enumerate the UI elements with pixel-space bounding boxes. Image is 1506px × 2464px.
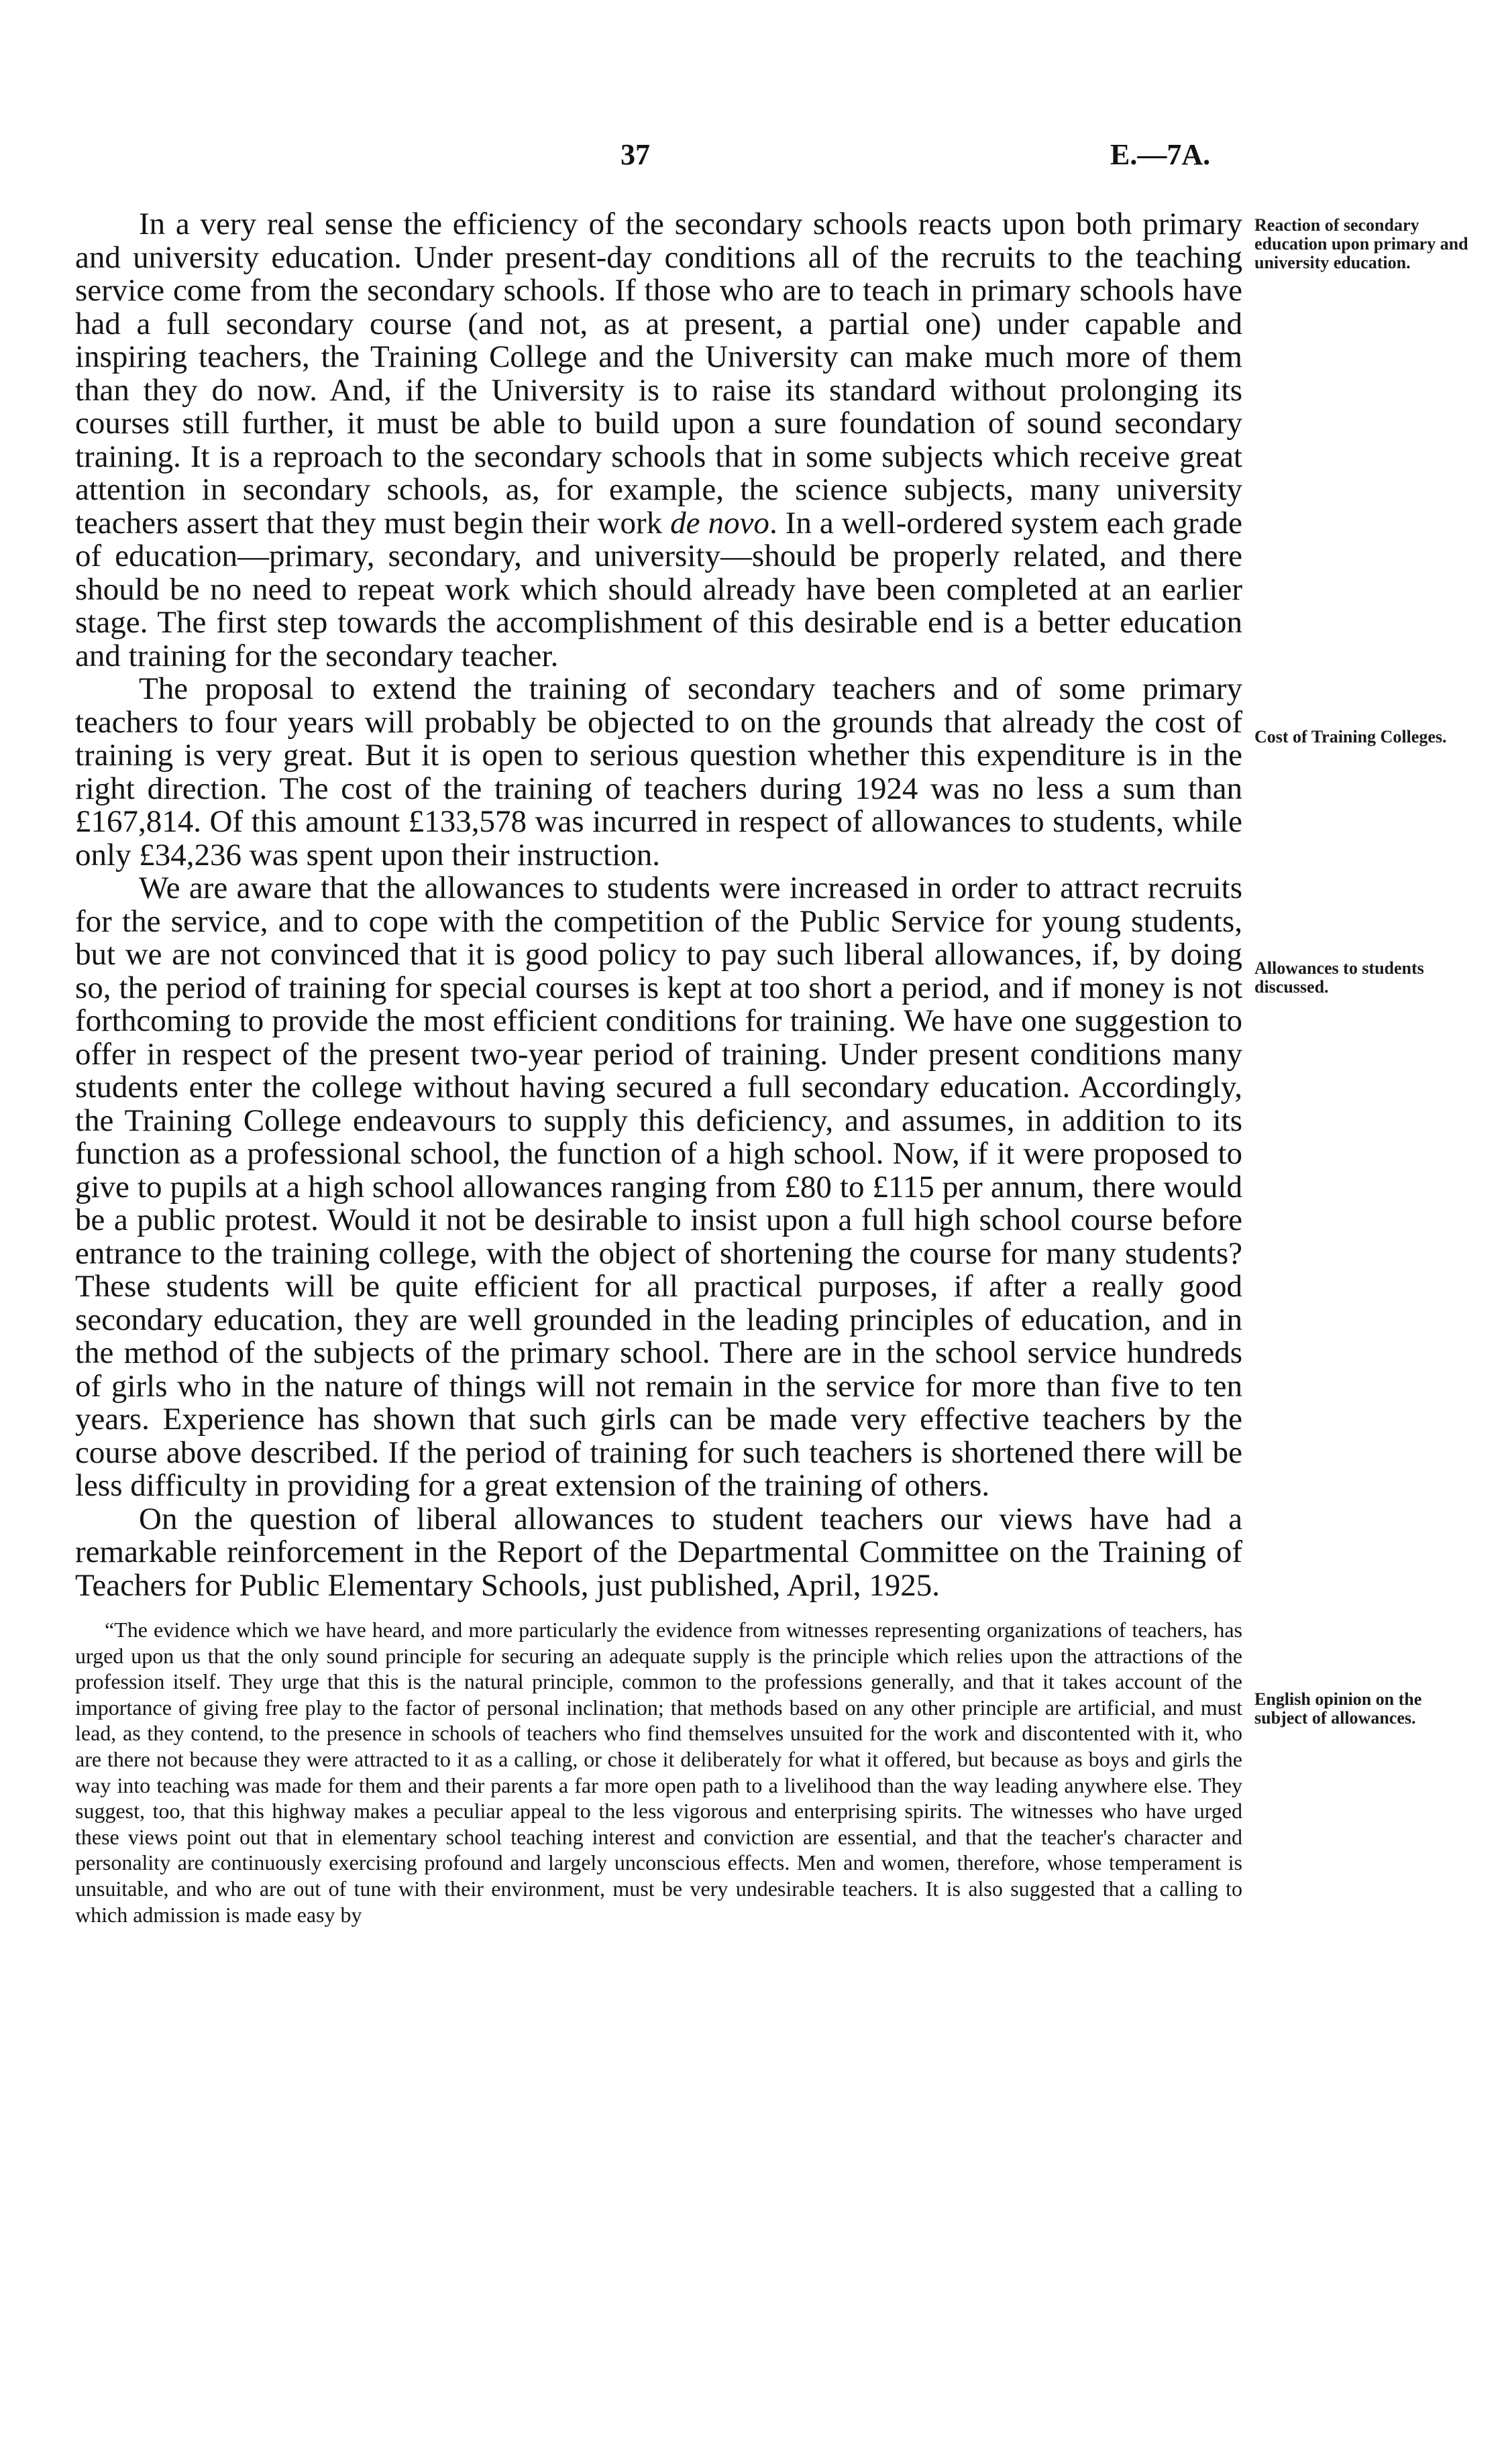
paragraph-text-continued: . In a well-ordered system each grade of education—primary, secondary, and university—should be properly related, and there should be no need to repeat work which should already have been completed at an earlier stage. The first step towards the accomplishment of this desirable end is a better education and training for the secondary teacher. [75, 505, 1243, 673]
paragraph-text: In a very real sense the efficiency of the secondary schools reacts upon both primary and university education. Under present-day conditions all of the recruits to the teaching service come from the secondary schools. If those who are to teach in primary schools have had a full secondary course (and not, as at present, a partial one) under capable and inspiring teachers, the Training College and the University can make much more of them than they do now. And, if the University is to raise its standard without prolonging its courses still further, it must be able to build upon a sure foundation of sound secondary training. It is a reproach to the secondary schools that in some subjects which receive great attention in secondary schools, as, for example, the science subjects, many university teachers assert that they must begin their work [75, 207, 1242, 541]
main-text-column [75, 208, 1242, 1927]
paragraph-allowances: We are aware that the allowances to students were increased in order to attract recruits for the service, and to cope with the competition of the Public Service for young students, but we are not convinced that it is good policy to pay such liberal allowances, if, by doing so, the period of training for special courses is kept at too short a period, and if money is not forthcoming to provide the most efficient conditions for training. We have one suggestion to offer in respect of the present two-year period of training. Under present conditions many students enter the college without having secured a full secondary education. Accordingly, the Training College endeavours to supply this deficiency, and assumes, in addition to its function as a professional school, the function of a high school. Now, if it were proposed to give to pupils at a high school allowances ranging from £80 to £115 per annum, there would be a public protest. Would it not be desirable to insist upon a full high school course before entrance to the training college, with the object of shortening the course for many students? These students will be quite efficient for all practical purposes, if after a really good secondary education, they are well grounded in the leading principles of education, and in the method of the subjects of the primary school. There are in the school service hundreds of girls who in the nature of things will not remain in the service for more than five to ten years. Experience has shown that such girls can be made very effective teachers by the course above described. If the period of training for such teachers is shortened there will be less difficulty in providing for a great extension of the training of others. [75, 871, 1242, 1503]
running-header [0, 137, 1506, 178]
paragraph-training-cost: The proposal to extend the training of secondary teachers and of some primary teachers to four years will probably be objected to on the grounds that already the cost of training is very great. But it is open to serious question whether this expenditure is in the right direction. The cost of the training of teachers during 1924 was no less a sum than £167,814. Of this amount £133,578 was incurred in respect of allowances to students, while only £34,236 was spent upon their instruction. [75, 671, 1242, 873]
document-reference: E.—7A. [1110, 138, 1211, 171]
margin-note-english-opinion: English opinion on the subject of allowances. [1254, 1689, 1422, 1728]
paragraph-english-opinion: On the question of liberal allowances to student teachers our views have had a remarkable reinforcement in the Report of the Departmental Committee on the Training of Teachers for Public Elementary Schools, just published, April, 1925. [75, 1501, 1242, 1603]
paragraph-secondary-schools [75, 208, 1242, 673]
margin-note-cost: Cost of Training Colleges. [1254, 727, 1447, 746]
margin-note-allowances: Allowances to students discussed. [1254, 958, 1424, 997]
page-number: 37 [621, 138, 650, 171]
italic-phrase: de novo [670, 505, 769, 541]
block-quotation: “The evidence which we have heard, and more particularly the evidence from witnesses representing organizations of teachers, has urged upon us that the only sound principle for securing an adequate supply is the principle which relies upon the attractions of the profession itself. They urge that this is the natural principle, common to the professions generally, and that it takes account of the importance of giving free play to the factor of personal inclination; that methods based on any other principle are artificial, and must lead, as they contend, to the presence in schools of teachers who find themselves unsuited for the work and discontented with it, who are there not because they were attracted to it as a calling, or chose it deliberately for what it offered, but because as boys and girls the way into teaching was made for them and their parents a far more open path to a livelihood than the way leading anywhere else. They suggest, too, that this highway makes a peculiar appeal to the less vigorous and enterprising spirits. The witnesses who have urged these views point out that in elementary school teaching interest and conviction are essential, and that the teacher's character and personality are continuously exercising profound and largely unconscious effects. Men and women, therefore, whose temperament is unsuitable, and who are out of tune with their environment, must be very undesirable teachers. It is also suggested that a calling to which admission is made easy by [75, 1618, 1242, 1927]
margin-note-reaction: Reaction of secondary education upon primary and university education. [1254, 215, 1468, 272]
